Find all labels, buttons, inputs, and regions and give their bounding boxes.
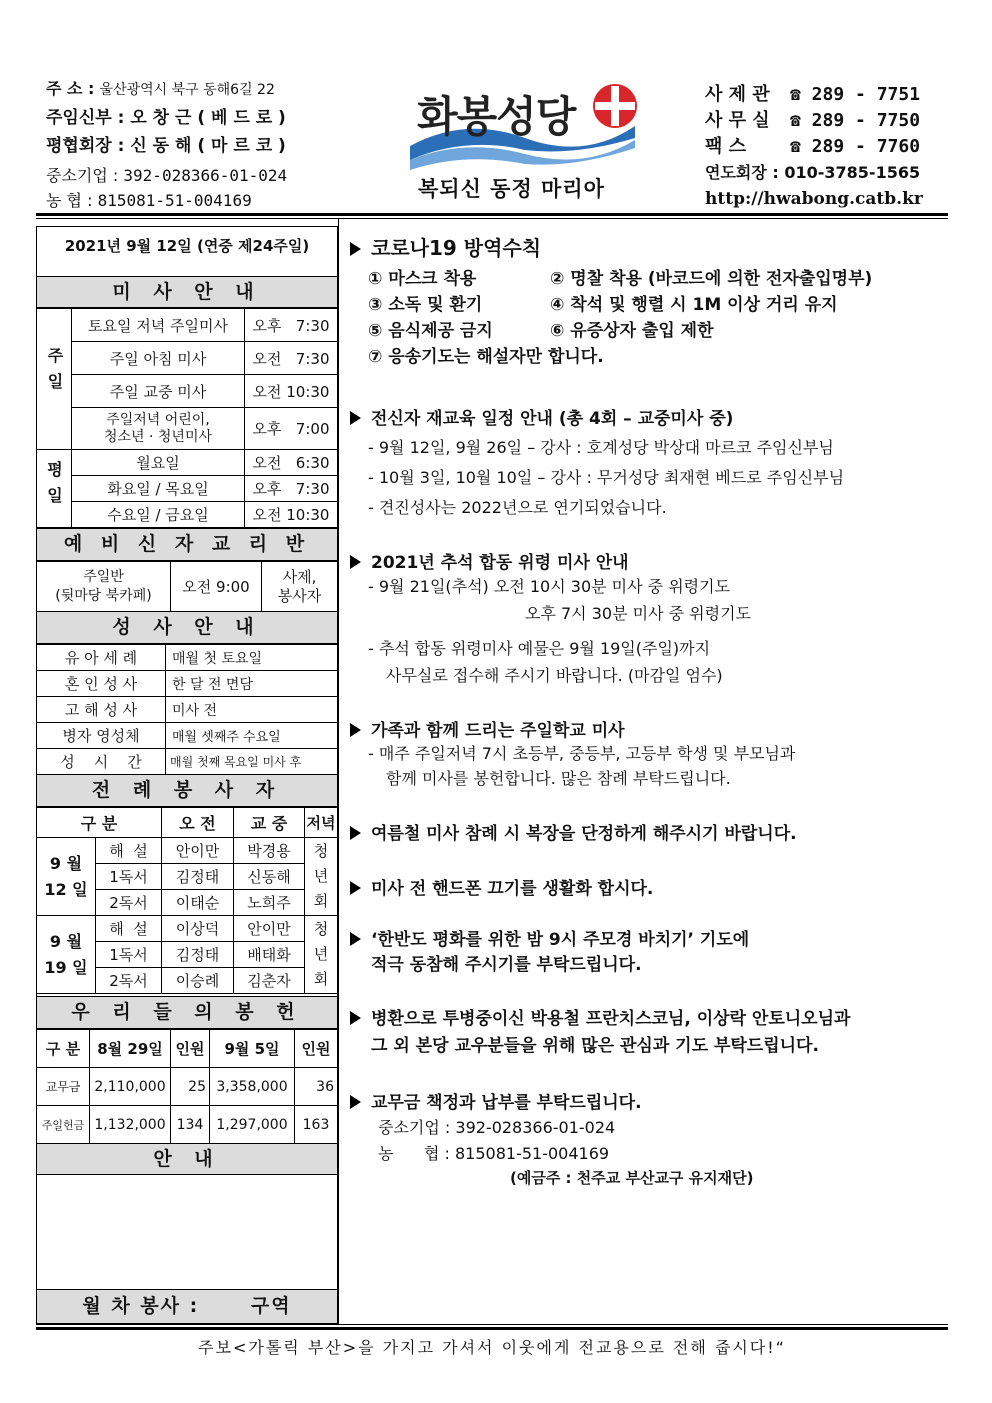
sacrament-name: 병자 영성체 [37, 723, 166, 749]
mass-name: 월요일 [72, 450, 245, 476]
sunday-label-text: 주일 [45, 347, 64, 399]
sacrament-name: 고 해 성 사 [37, 697, 166, 723]
sacrament-when: 미사 전 [166, 697, 338, 723]
catechumen-time: 오전 9:00 [171, 562, 262, 612]
server-role: 해 설 [96, 916, 162, 942]
corona-item: ④ 착석 및 행렬 시 1M 이상 거리 유지 [550, 295, 838, 315]
contact-value: ☎ 289 - 7750 [790, 110, 921, 131]
offering-value: 3,358,000 [210, 1068, 295, 1106]
bank1: 392-028366-01-024 [123, 166, 288, 185]
reedu-line: - 9월 12일, 9월 26일 – 강사 : 호계성당 박상대 마르코 주임신부님 [368, 438, 834, 457]
dues-section [350, 1088, 952, 1188]
mass-name: 주일 교중 미사 [72, 375, 245, 408]
servers-table [36, 807, 338, 994]
reedu-line: - 10월 3일, 10월 10일 – 강사 : 무거성당 최재현 베드로 주임신부님 [368, 468, 845, 487]
weekday-label [37, 450, 72, 528]
dues-holder: (예금주 : 천주교 부산교구 유지재단) [510, 1169, 754, 1187]
server-am: 이상덕 [162, 916, 234, 942]
mass-time: 오전 10:30 [245, 502, 338, 528]
offering-label: 교무금 [37, 1068, 90, 1106]
contact-value: ☎ 289 - 7751 [790, 84, 921, 105]
address-label: 주 소 : [46, 79, 95, 98]
church-logo [405, 76, 640, 176]
bullet-triangle-icon [350, 932, 361, 946]
server-week-date: 9 월 12 일 [37, 838, 96, 916]
corona-item: ⑦ 응송기도는 해설자만 합니다. [368, 347, 604, 367]
date-line: 2021년 9월 12일 (연중 제24주일) [64, 237, 310, 255]
corona-item: ② 명찰 착용 (바코드에 의한 전자출입명부) [550, 269, 873, 289]
pastor-label: 주임신부 : [46, 108, 125, 128]
server-main: 안이만 [234, 916, 305, 942]
offering-value: 1,132,000 [90, 1106, 171, 1144]
mass-time: 오전 7:30 [245, 342, 338, 375]
servers-header: 오 전 [162, 808, 234, 838]
sacrament-when: 매월 첫째 목요일 미사 후 [166, 749, 338, 775]
phone-notice [350, 874, 952, 899]
family-line: - 매주 주일저녁 7시 초등부, 중등부, 고등부 학생 및 부모님과 [368, 744, 796, 763]
peace-line: ‘한반도 평화를 위한 밤 9시 주모경 바치기’ 기도에 [371, 930, 750, 950]
sacraments-table [36, 644, 338, 775]
family-mass-section [350, 716, 952, 791]
bullet-triangle-icon [350, 881, 361, 895]
mass-name: 주일저녁 어린이, 청소년 · 청년미사 [72, 408, 245, 450]
contact-value: ☎ 289 - 7760 [790, 136, 921, 157]
bullet-triangle-icon [350, 1011, 361, 1025]
offering-label: 주일헌금 [37, 1106, 90, 1144]
chuseok-section [350, 548, 952, 689]
contact-label: 팩 스 [705, 136, 747, 157]
notice-title: 안 내 [36, 1143, 338, 1175]
servers-header: 교 중 [234, 808, 305, 838]
server-evening: 청 년 회 [305, 916, 338, 994]
website-url: http://hwabong.catb.kr [705, 189, 923, 209]
dues-account: 중소기업 : 392-028366-01-024 [378, 1118, 616, 1137]
servers-header: 구 분 [37, 808, 162, 838]
corona-item: ⑥ 유증상자 출입 제한 [550, 321, 714, 341]
sacrament-name: 혼 인 성 사 [37, 671, 166, 697]
dues-account: 농 협 : 815081-51-004169 [378, 1144, 610, 1163]
footer-message: 주보<가톨릭 부산>을 가지고 가셔서 이웃에게 전교용으로 전해 줍시다!“ [198, 1338, 786, 1357]
corona-item: ③ 소독 및 환기 [368, 295, 483, 315]
sacrament-name: 유 아 세 례 [37, 645, 166, 671]
corona-title: 코로나19 방역수칙 [371, 236, 542, 260]
peace-prayer-notice [350, 928, 952, 978]
mass-section-title: 미 사 안 내 [36, 276, 338, 308]
chuseok-title: 2021년 추석 합동 위령 미사 안내 [371, 553, 629, 573]
offering-header: 인원 [295, 1030, 338, 1068]
mass-time: 오후 7:30 [245, 309, 338, 342]
server-role: 해 설 [96, 838, 162, 864]
weekday-label-text: 평일 [44, 460, 64, 513]
server-am: 이승례 [162, 968, 234, 994]
contact-label: 사 무 실 [705, 110, 770, 131]
contact-block [705, 82, 923, 212]
footer-rule-thin [36, 1324, 948, 1325]
bank2-label: 농 협 : [46, 191, 93, 210]
chuseok-line: - 추석 합동 위령미사 예물은 9월 19일(주일)까지 [368, 639, 711, 658]
server-am: 김정태 [162, 942, 234, 968]
offering-value: 1,297,000 [210, 1106, 295, 1144]
mass-table [36, 308, 338, 528]
servers-header: 저녁 [305, 808, 338, 838]
server-main: 배태화 [234, 942, 305, 968]
column-divider [338, 218, 339, 1324]
server-role: 1독서 [96, 942, 162, 968]
council: 신 동 해 ( 마 르 코 ) [130, 136, 286, 156]
offering-count: 36 [295, 1068, 338, 1106]
monthly-service: 월 차 봉사 : 구역 [36, 1289, 338, 1324]
offering-table [36, 1029, 338, 1144]
church-name: 화봉성당 [417, 92, 576, 141]
phone-text: 미사 전 핸드폰 끄기를 생활화 합시다. [371, 879, 654, 899]
reedu-line: - 견진성사는 2022년으로 연기되었습니다. [368, 498, 667, 517]
catechumen-table [36, 561, 338, 612]
sacrament-when: 매월 첫 토요일 [166, 645, 338, 671]
mass-name: 주일 아침 미사 [72, 342, 245, 375]
servers-title: 전 례 봉 사 자 [36, 774, 338, 807]
offering-header: 인원 [171, 1030, 210, 1068]
catechumen-title: 예 비 신 자 교 리 반 [36, 528, 338, 561]
family-title: 가족과 함께 드리는 주일학교 미사 [371, 721, 625, 741]
sick-line: 그 외 본당 교우분들을 위해 많은 관심과 기도 부탁드립니다. [371, 1036, 819, 1056]
sunday-label [37, 309, 72, 450]
offering-value: 2,110,000 [90, 1068, 171, 1106]
bullet-triangle-icon [350, 555, 361, 569]
server-week-date: 9 월 19 일 [37, 916, 96, 994]
mass-time: 오후 7:00 [245, 408, 338, 450]
pastor: 오 창 근 ( 베 드 로 ) [130, 108, 286, 128]
offering-title: 우 리 들 의 봉 헌 [36, 996, 338, 1029]
server-role: 1독서 [96, 864, 162, 890]
server-evening: 청 년 회 [305, 838, 338, 916]
offering-count: 134 [171, 1106, 210, 1144]
sacrament-when: 한 달 전 면담 [166, 671, 338, 697]
bullet-triangle-icon [350, 411, 361, 425]
address: 울산광역시 북구 동해6길 22 [99, 82, 275, 98]
bullet-triangle-icon [350, 1095, 361, 1109]
server-am: 안이만 [162, 838, 234, 864]
server-role: 2독서 [96, 968, 162, 994]
mass-time: 오전 6:30 [245, 450, 338, 476]
chuseok-line: - 9월 21일(추석) 오전 10시 30분 미사 중 위령기도 [368, 577, 731, 596]
bank2: 815081-51-004169 [97, 191, 252, 210]
dress-notice [350, 819, 952, 844]
offering-header: 8월 29일 [90, 1030, 171, 1068]
chuseok-line: 오후 7시 30분 미사 중 위령기도 [525, 604, 751, 623]
server-main: 노희주 [234, 890, 305, 916]
corona-section [350, 232, 952, 368]
sacrament-when: 매월 셋째주 수요일 [166, 723, 338, 749]
server-am: 김정태 [162, 864, 234, 890]
contact-label: 사 제 관 [705, 84, 770, 105]
offering-header: 구 분 [37, 1030, 90, 1068]
corona-item: ① 마스크 착용 [368, 269, 477, 289]
chuseok-line: 사무실로 접수해 주시기 바랍니다. (마감일 엄수) [386, 666, 723, 685]
council-label: 평협회장 : [46, 136, 125, 156]
mass-time: 오후 7:30 [245, 476, 338, 502]
mass-name: 화요일 / 목요일 [72, 476, 245, 502]
offering-count: 25 [171, 1068, 210, 1106]
bullet-triangle-icon [350, 723, 361, 737]
sacrament-name: 성 시 간 [37, 749, 166, 775]
bank1-label: 중소기업 : [46, 166, 119, 185]
yeondo-phone: 연도회장 : 010-3785-1565 [705, 163, 921, 182]
server-role: 2독서 [96, 890, 162, 916]
bullet-triangle-icon [350, 242, 361, 256]
bullet-triangle-icon [350, 826, 361, 840]
sick-prayer-notice [350, 1006, 952, 1060]
offering-header: 9월 5일 [210, 1030, 295, 1068]
patron-name: 복되신 동정 마리아 [418, 177, 605, 201]
peace-line: 적극 동참해 주시기를 부탁드립니다. [371, 955, 642, 975]
server-am: 이태순 [162, 890, 234, 916]
sick-line: 병환으로 투병중이신 박용철 프란치스코님, 이상락 안토니오님과 [371, 1009, 851, 1029]
server-main: 김춘자 [234, 968, 305, 994]
footer-rule [36, 1327, 948, 1330]
mass-name: 토요일 저녁 주일미사 [72, 309, 245, 342]
mass-name: 수요일 / 금요일 [72, 502, 245, 528]
mass-time: 오전 10:30 [245, 375, 338, 408]
header-rule-thin [36, 218, 948, 219]
server-main: 박경용 [234, 838, 305, 864]
family-line: 함께 미사를 봉헌합니다. 많은 참례 부탁드립니다. [386, 769, 731, 788]
reedu-section [350, 404, 952, 523]
header-rule [36, 213, 948, 216]
catechumen-teacher: 사제, 봉사자 [262, 562, 338, 612]
corona-item: ⑤ 음식제공 금지 [368, 321, 493, 341]
sacraments-title: 성 사 안 내 [36, 611, 338, 644]
dues-title: 교무금 책정과 납부를 부탁드립니다. [371, 1093, 642, 1113]
offering-count: 163 [295, 1106, 338, 1144]
catechumen-class: 주일반 (뒷마당 북카페) [37, 562, 171, 612]
dress-text: 여름철 미사 참례 시 복장을 단정하게 해주시기 바랍니다. [371, 824, 797, 844]
server-main: 신동해 [234, 864, 305, 890]
reedu-title: 전신자 재교육 일정 안내 (총 4회 – 교중미사 중) [371, 409, 734, 429]
